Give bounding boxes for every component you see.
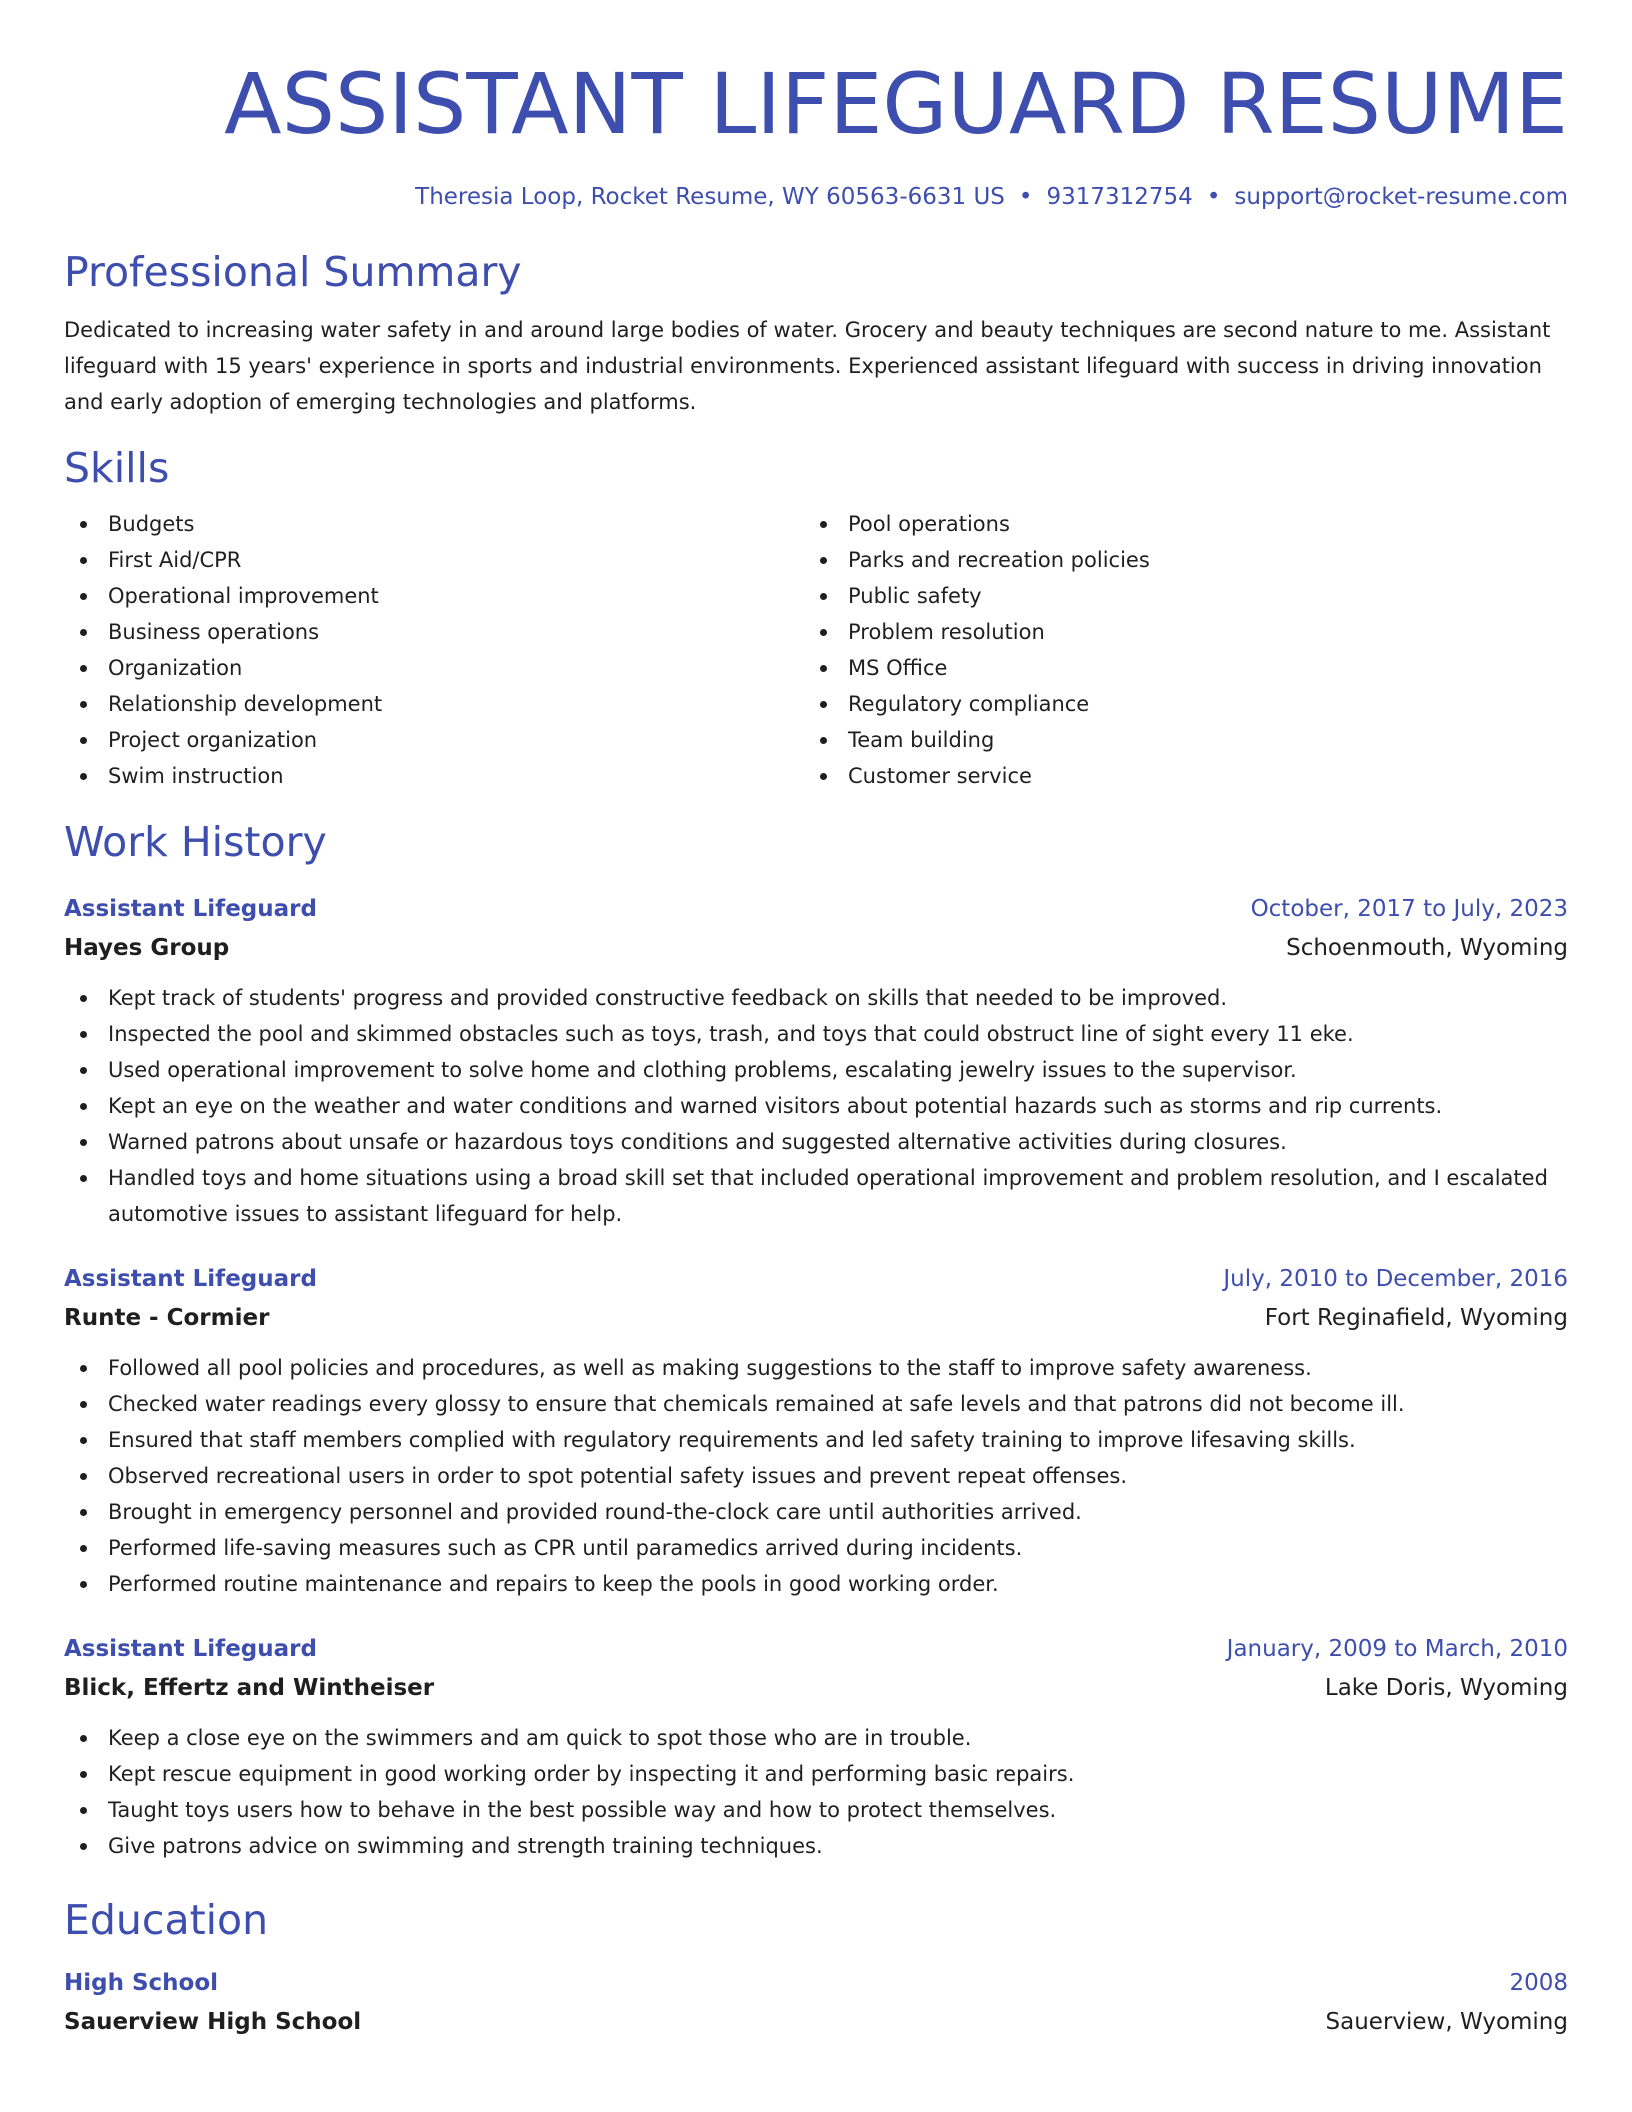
education-degree: High School: [64, 1970, 219, 1996]
duty-item: Used operational improvement to solve home and clothing problems, escalating jewelry issues to the supervisor.: [64, 1052, 1568, 1088]
job-duties: [64, 1720, 1568, 1864]
job-title: Assistant Lifeguard: [64, 1636, 317, 1662]
duty-item: Kept rescue equipment in good working order by inspecting it and performing basic repairs.: [64, 1756, 1568, 1792]
job-location: Lake Doris, Wyoming: [1324, 1675, 1568, 1701]
skill-item: Regulatory compliance: [804, 686, 1544, 722]
job-entry: [64, 1260, 1568, 1602]
contact-address: Theresia Loop, Rocket Resume, WY 60563-6631 US: [415, 184, 1005, 210]
education-entry: [64, 1964, 1568, 2042]
duty-item: Keep a close eye on the swimmers and am quick to spot those who are in trouble.: [64, 1720, 1568, 1756]
contact-phone: 9317312754: [1046, 184, 1193, 210]
skill-item: Public safety: [804, 578, 1544, 614]
job-location: Fort Reginafield, Wyoming: [1264, 1305, 1568, 1331]
job-dates: January, 2009 to March, 2010: [1226, 1636, 1568, 1662]
skill-item: Budgets: [64, 506, 804, 542]
contact-line: [64, 182, 1568, 212]
skill-item: Swim instruction: [64, 758, 804, 794]
job-company: Hayes Group: [64, 935, 230, 961]
skill-item: Project organization: [64, 722, 804, 758]
job-title: Assistant Lifeguard: [64, 1266, 317, 1292]
contact-separator: •: [1206, 184, 1221, 210]
education-header-row: [64, 1964, 1568, 2002]
page-title: ASSISTANT LIFEGUARD RESUME: [224, 55, 1568, 153]
education-school: Sauerview High School: [64, 2009, 362, 2035]
duty-item: Observed recreational users in order to spot potential safety issues and prevent repeat offenses.: [64, 1458, 1568, 1494]
contact-separator: •: [1018, 184, 1033, 210]
skill-item: Team building: [804, 722, 1544, 758]
duty-item: Performed routine maintenance and repairs to keep the pools in good working order.: [64, 1566, 1568, 1602]
education-heading: Education: [64, 1896, 269, 1944]
contact-email: support@rocket-resume.com: [1234, 184, 1568, 210]
duty-item: Ensured that staff members complied with regulatory requirements and led safety training to improve lifesaving skills.: [64, 1422, 1568, 1458]
job-dates: October, 2017 to July, 2023: [1250, 896, 1568, 922]
job-company-row: [64, 1668, 1568, 1708]
job-header-row: [64, 890, 1568, 928]
duty-item: Followed all pool policies and procedures, as well as making suggestions to the staff to improve safety awareness.: [64, 1350, 1568, 1386]
skill-item: Pool operations: [804, 506, 1544, 542]
skills-list: [64, 506, 1568, 794]
skill-item: Customer service: [804, 758, 1544, 794]
duty-item: Taught toys users how to behave in the best possible way and how to protect themselves.: [64, 1792, 1568, 1828]
job-duties: [64, 1350, 1568, 1602]
summary-heading: Professional Summary: [64, 248, 522, 296]
skills-heading: Skills: [64, 444, 170, 492]
job-header-row: [64, 1630, 1568, 1668]
job-company-row: [64, 928, 1568, 968]
resume-header: [64, 56, 1568, 212]
skills-column-left: [64, 506, 804, 794]
education-year: 2008: [1509, 1970, 1568, 1996]
duty-item: Checked water readings every glossy to ensure that chemicals remained at safe levels and that patrons did not become ill.: [64, 1386, 1568, 1422]
skill-item: Operational improvement: [64, 578, 804, 614]
skill-item: Parks and recreation policies: [804, 542, 1544, 578]
skill-item: MS Office: [804, 650, 1544, 686]
skill-item: First Aid/CPR: [64, 542, 804, 578]
skill-item: Organization: [64, 650, 804, 686]
job-header-row: [64, 1260, 1568, 1298]
job-company: Runte - Cormier: [64, 1305, 270, 1331]
job-company: Blick, Effertz and Wintheiser: [64, 1675, 435, 1701]
skill-item: Relationship development: [64, 686, 804, 722]
duty-item: Brought in emergency personnel and provided round-the-clock care until authorities arrived.: [64, 1494, 1568, 1530]
duty-item: Kept an eye on the weather and water conditions and warned visitors about potential hazards such as storms and rip currents.: [64, 1088, 1568, 1124]
skill-item: Business operations: [64, 614, 804, 650]
job-dates: July, 2010 to December, 2016: [1223, 1266, 1568, 1292]
job-company-row: [64, 1298, 1568, 1338]
job-title: Assistant Lifeguard: [64, 896, 317, 922]
summary-text: Dedicated to increasing water safety in and around large bodies of water. Grocery and beauty techniques are second nature to me. Assistant lifeguard with 15 years' experience in sports and industrial environments. Experienced assistant lifeguard with success in driving innovation and early adoption of emerging technologies and platforms.: [64, 318, 1551, 414]
duty-item: Handled toys and home situations using a broad skill set that included operational improvement and problem resolution, and I escalated automotive issues to assistant lifeguard for help.: [64, 1160, 1568, 1232]
job-entry: [64, 1630, 1568, 1864]
job-duties: [64, 980, 1568, 1232]
duty-item: Warned patrons about unsafe or hazardous toys conditions and suggested alternative activities during closures.: [64, 1124, 1568, 1160]
education-location: Sauerview, Wyoming: [1325, 2009, 1568, 2035]
job-entry: [64, 890, 1568, 1232]
duty-item: Inspected the pool and skimmed obstacles such as toys, trash, and toys that could obstruct line of sight every 11 eke.: [64, 1016, 1568, 1052]
duty-item: Give patrons advice on swimming and strength training techniques.: [64, 1828, 1568, 1864]
skills-column-right: [804, 506, 1544, 794]
duty-item: Performed life-saving measures such as CPR until paramedics arrived during incidents.: [64, 1530, 1568, 1566]
duty-item: Kept track of students' progress and provided constructive feedback on skills that needed to be improved.: [64, 980, 1568, 1016]
education-school-row: [64, 2002, 1568, 2042]
work-history-heading: Work History: [64, 818, 327, 866]
skill-item: Problem resolution: [804, 614, 1544, 650]
job-location: Schoenmouth, Wyoming: [1286, 935, 1568, 961]
